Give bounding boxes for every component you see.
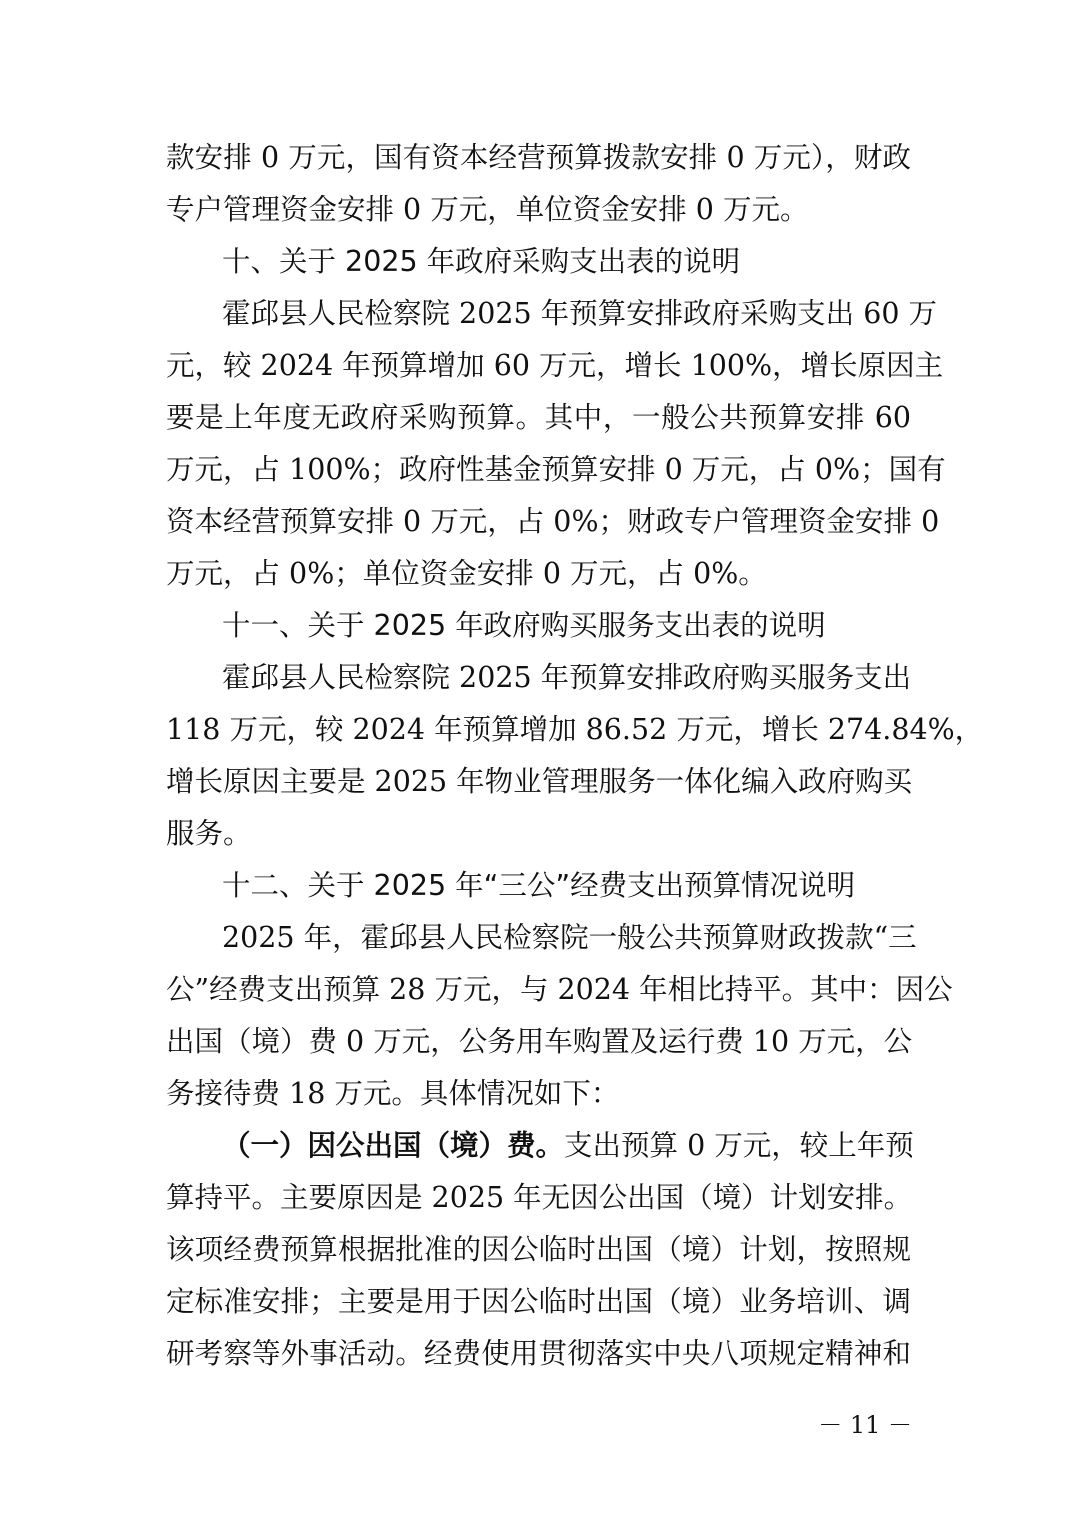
text-line: 2025 年，霍邱县人民检察院一般公共预算财政拨款“三 [222, 921, 917, 954]
text-line: 服务。 [166, 817, 252, 850]
page-number: － 11 － [818, 1411, 912, 1439]
section-heading-10: 十、关于 2025 年政府采购支出表的说明 [222, 245, 741, 278]
text-line: 务接待费 18 万元。具体情况如下： [166, 1077, 620, 1110]
text-line: 公”经费支出预算 28 万元，与 2024 年相比持平。其中：因公 [166, 973, 953, 1006]
section-heading-11: 十一、关于 2025 年政府购买服务支出表的说明 [222, 609, 826, 642]
text-line: 要是上年度无政府采购预算。其中，一般公共预算安排 60 [166, 401, 911, 434]
text-line: 算持平。主要原因是 2025 年无因公出国（境）计划安排。 [166, 1181, 913, 1214]
text-line: 万元，占 100%；政府性基金预算安排 0 万元，占 0%；国有 [166, 453, 946, 486]
text-line: 霍邱县人民检察院 2025 年预算安排政府购买服务支出 [222, 661, 912, 694]
text-line: 专户管理资金安排 0 万元，单位资金安排 0 万元。 [166, 193, 809, 226]
subsection-first-line [222, 1120, 914, 1172]
text-line: 该项经费预算根据批准的因公临时出国（境）计划，按照规 [166, 1233, 911, 1266]
text-line: 霍邱县人民检察院 2025 年预算安排政府采购支出 60 万 [222, 297, 938, 330]
text-line: 资本经营预算安排 0 万元，占 0%；财政专户管理资金安排 0 [166, 505, 940, 538]
text-line: 万元，占 0%；单位资金安排 0 万元，占 0%。 [166, 557, 767, 590]
text-line: 定标准安排；主要是用于因公临时出国（境）业务培训、调 [166, 1285, 911, 1318]
text-line: 增长原因主要是 2025 年物业管理服务一体化编入政府购买 [166, 765, 913, 798]
text-line: 元，较 2024 年预算增加 60 万元，增长 100%，增长原因主 [166, 349, 944, 382]
text-line: 款安排 0 万元，国有资本经营预算拨款安排 0 万元），财政 [166, 141, 911, 174]
text-line: 出国（境）费 0 万元，公务用车购置及运行费 10 万元，公 [166, 1025, 913, 1058]
section-heading-12: 十二、关于 2025 年“三公”经费支出预算情况说明 [222, 869, 856, 902]
text-line: 研考察等外事活动。经费使用贯彻落实中央八项规定精神和 [166, 1337, 911, 1370]
text-run: 支出预算 0 万元，较上年预 [564, 1129, 914, 1162]
text-line: 118 万元，较 2024 年预算增加 86.52 万元，增长 274.84%， [166, 713, 984, 746]
subsection-heading: （一）因公出国（境）费。 [222, 1129, 565, 1162]
